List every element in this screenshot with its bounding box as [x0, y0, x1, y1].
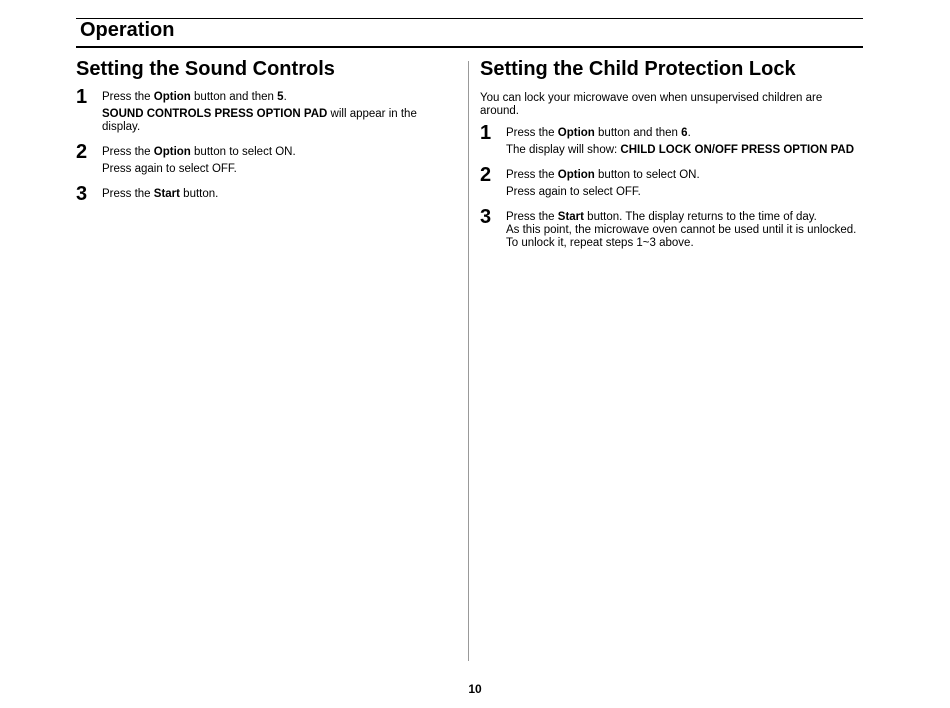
sound-controls-steps: [76, 86, 446, 205]
step-text: Press the Option button and then 5.: [102, 91, 287, 103]
step-number: 1: [480, 122, 492, 144]
sound-step-1: [76, 86, 446, 134]
step-number: 1: [76, 86, 88, 108]
step-number: 2: [480, 164, 492, 186]
step-number: 3: [480, 206, 492, 228]
sound-step-3: [76, 183, 446, 205]
child-lock-section: [480, 56, 860, 250]
step-subtext: Press again to select OFF.: [102, 163, 237, 175]
step-number: 3: [76, 183, 88, 205]
step-text: Press the Start button. The display returns to the time of day.: [506, 211, 817, 223]
section-title: Operation: [80, 19, 175, 41]
step-display-text: The display will show: CHILD LOCK ON/OFF PRESS OPTION PAD: [506, 144, 855, 156]
sound-controls-section: [76, 56, 446, 205]
step-text: Press the Option button and then 6.: [506, 127, 691, 139]
column-divider: [468, 61, 469, 661]
step-text: Press the Option button to select ON.: [506, 169, 700, 181]
step-subtext: Press again to select OFF.: [506, 186, 641, 198]
header-bottom-rule: [76, 46, 863, 48]
child-lock-heading: Setting the Child Protection Lock: [480, 58, 796, 80]
lock-step-2: [480, 164, 860, 199]
step-subtext: To unlock it, repeat steps 1~3 above.: [506, 237, 694, 249]
step-text: Press the Option button to select ON.: [102, 146, 296, 158]
step-display-text: SOUND CONTROLS PRESS OPTION PAD will appear in the display.: [102, 108, 417, 133]
header-top-rule: [76, 18, 863, 19]
sound-step-2: [76, 141, 446, 176]
child-lock-intro: You can lock your microwave oven when unsupervised children are around.: [480, 92, 823, 117]
sound-controls-heading: Setting the Sound Controls: [76, 58, 335, 80]
page-number: 10: [468, 682, 482, 696]
lock-step-3: [480, 206, 860, 250]
lock-step-1: [480, 122, 860, 157]
step-subtext: As this point, the microwave oven cannot be used until it is unlocked.: [506, 224, 857, 236]
step-number: 2: [76, 141, 88, 163]
step-text: Press the Start button.: [102, 188, 219, 200]
child-lock-steps: [480, 122, 860, 250]
